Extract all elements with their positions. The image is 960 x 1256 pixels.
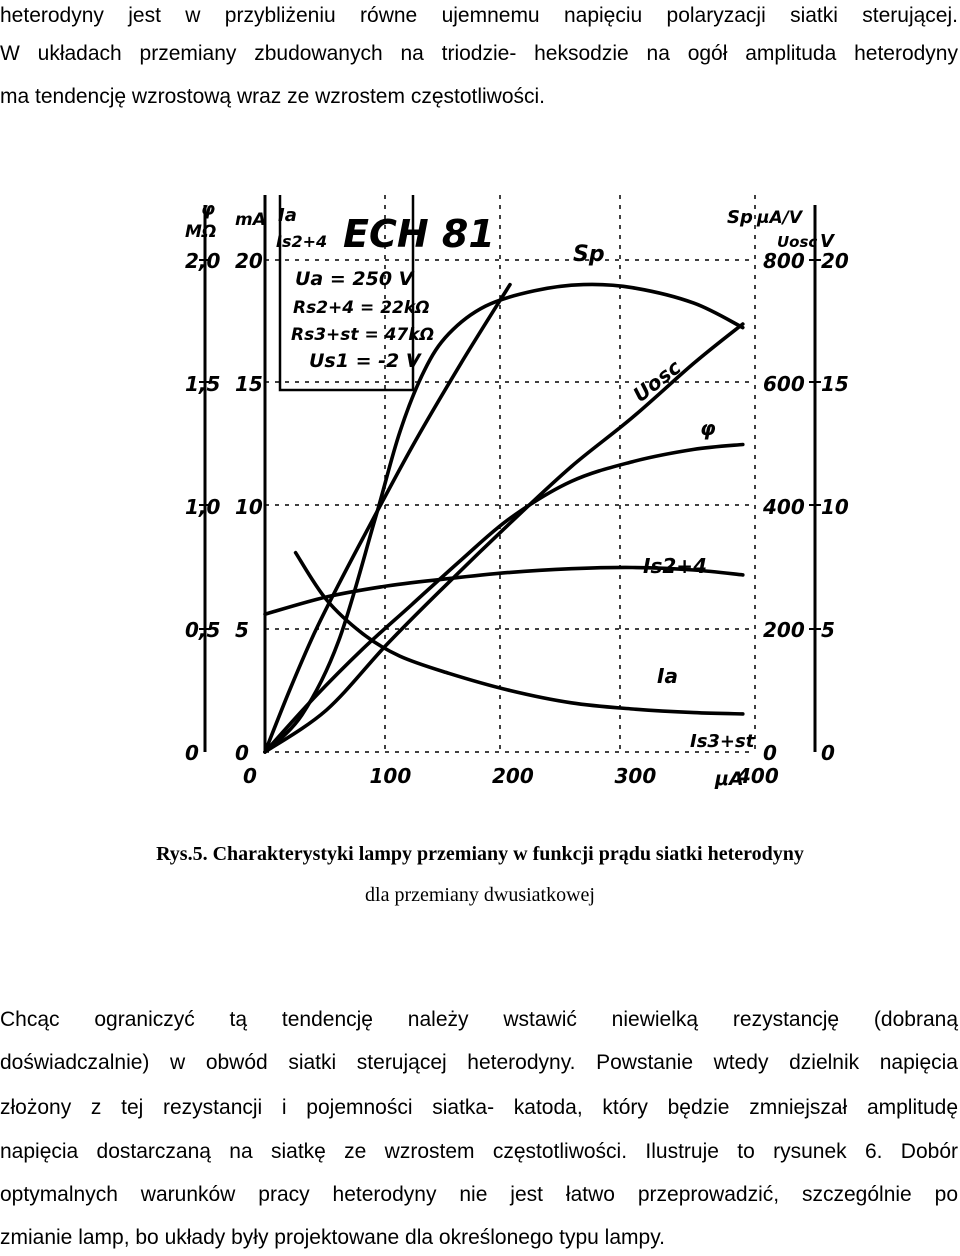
- current-axis-unit: mA: [235, 210, 266, 230]
- current-tick-label: 20: [235, 249, 263, 273]
- is24-axis-label: Is2+4: [276, 232, 328, 251]
- chart-title: ECH 81: [343, 212, 495, 256]
- series-label-uosc: Uosc: [628, 354, 686, 407]
- uosc-tick-label: 0: [821, 741, 835, 765]
- sp-tick-label: 800: [763, 249, 805, 273]
- series-label-sp: Sp: [573, 242, 605, 267]
- series-label-is24: Is2+4: [643, 554, 707, 578]
- sp-tick-label: 600: [763, 372, 805, 396]
- text-line: złożony z tej rezystancji i pojemności siatka- katoda, który będzie zmniejszał amplitudę: [0, 1096, 958, 1119]
- x-tick-label: 0: [243, 764, 257, 788]
- text-line: napięcia dostarczaną na siatkę ze wzrostem częstotliwości. Ilustruje to rysunek 6. Dobór: [0, 1140, 958, 1163]
- uosc-tick-label: 10: [821, 495, 849, 519]
- figure-caption-line1: Rys.5. Charakterystyki lampy przemiany w funkcji prądu siatki heterodyny: [156, 843, 804, 865]
- characteristics-chart: [185, 185, 865, 805]
- text-line: optymalnych warunków pracy heterodyny nie jest łatwo przeprowadzić, szczególnie po: [0, 1183, 958, 1206]
- series-label-ia: Ia: [657, 664, 678, 688]
- series-label-: φ: [700, 416, 716, 440]
- text-line: Chcąc ograniczyć tą tendencję należy wstawić niewielką rezystancję (dobraną: [0, 1008, 958, 1031]
- sp-axis-symbol: Sp: [727, 207, 753, 228]
- text-line: ma tendencję wzrostową wraz ze wzrostem częstotliwości.: [0, 85, 546, 108]
- uosc-axis-symbol: Uosc: [777, 233, 818, 251]
- x-tick-label: 100: [369, 764, 412, 788]
- x-tick-label: 400: [737, 764, 779, 788]
- sp-axis-unit: μA/V: [757, 208, 803, 228]
- x-tick-label: 200: [492, 764, 534, 788]
- phi-tick-label: 1,0: [185, 495, 221, 519]
- phi-tick-label: 1,5: [185, 372, 221, 396]
- condition-us1: Us1 = -2 V: [309, 350, 421, 372]
- text-line: W układach przemiany zbudowanych na triodzie- heksodzie na ogół amplituda heterodyny: [0, 42, 958, 65]
- current-tick-label: 0: [235, 741, 249, 765]
- condition-ua: Ua = 250 V: [295, 268, 414, 290]
- text-line: doświadczalnie) w obwód siatki sterującej heterodyny. Powstanie wtedy dzielnik napięcia: [0, 1051, 958, 1074]
- phi-tick-label: 2,0: [185, 249, 221, 273]
- phi-tick-label: 0: [185, 741, 199, 765]
- uosc-tick-label: 20: [821, 249, 849, 273]
- current-tick-label: 15: [235, 372, 263, 396]
- phi-axis-symbol: φ: [201, 199, 216, 220]
- phi-axis-unit: MΩ: [185, 222, 217, 242]
- x-tick-label: 300: [614, 764, 657, 788]
- uosc-tick-label: 5: [821, 618, 835, 642]
- condition-rs3: Rs3+st = 47kΩ: [291, 325, 435, 345]
- sp-tick-label: 400: [763, 495, 805, 519]
- series-line-: [265, 445, 743, 753]
- uosc-axis-unit: V: [820, 231, 834, 252]
- series-label-is3st: Is3+st: [690, 731, 755, 752]
- sp-tick-label: 0: [763, 741, 777, 765]
- x-axis-label: μA: [715, 768, 744, 790]
- text-line: zmianie lamp, bo układy były projektowane dla określonego typu lampy.: [0, 1226, 665, 1249]
- condition-rs24: Rs2+4 = 22kΩ: [293, 298, 430, 318]
- current-tick-label: 5: [235, 618, 249, 642]
- figure-caption-line2: dla przemiany dwusiatkowej: [365, 884, 595, 906]
- phi-tick-label: 0,5: [185, 618, 221, 642]
- current-tick-label: 10: [235, 495, 263, 519]
- ia-axis-label: Ia: [278, 205, 297, 226]
- sp-tick-label: 200: [763, 618, 805, 642]
- text-line: heterodyny jest w przybliżeniu równe ujemnemu napięciu polaryzacji siatki sterującej.: [0, 4, 958, 27]
- uosc-tick-label: 15: [821, 372, 849, 396]
